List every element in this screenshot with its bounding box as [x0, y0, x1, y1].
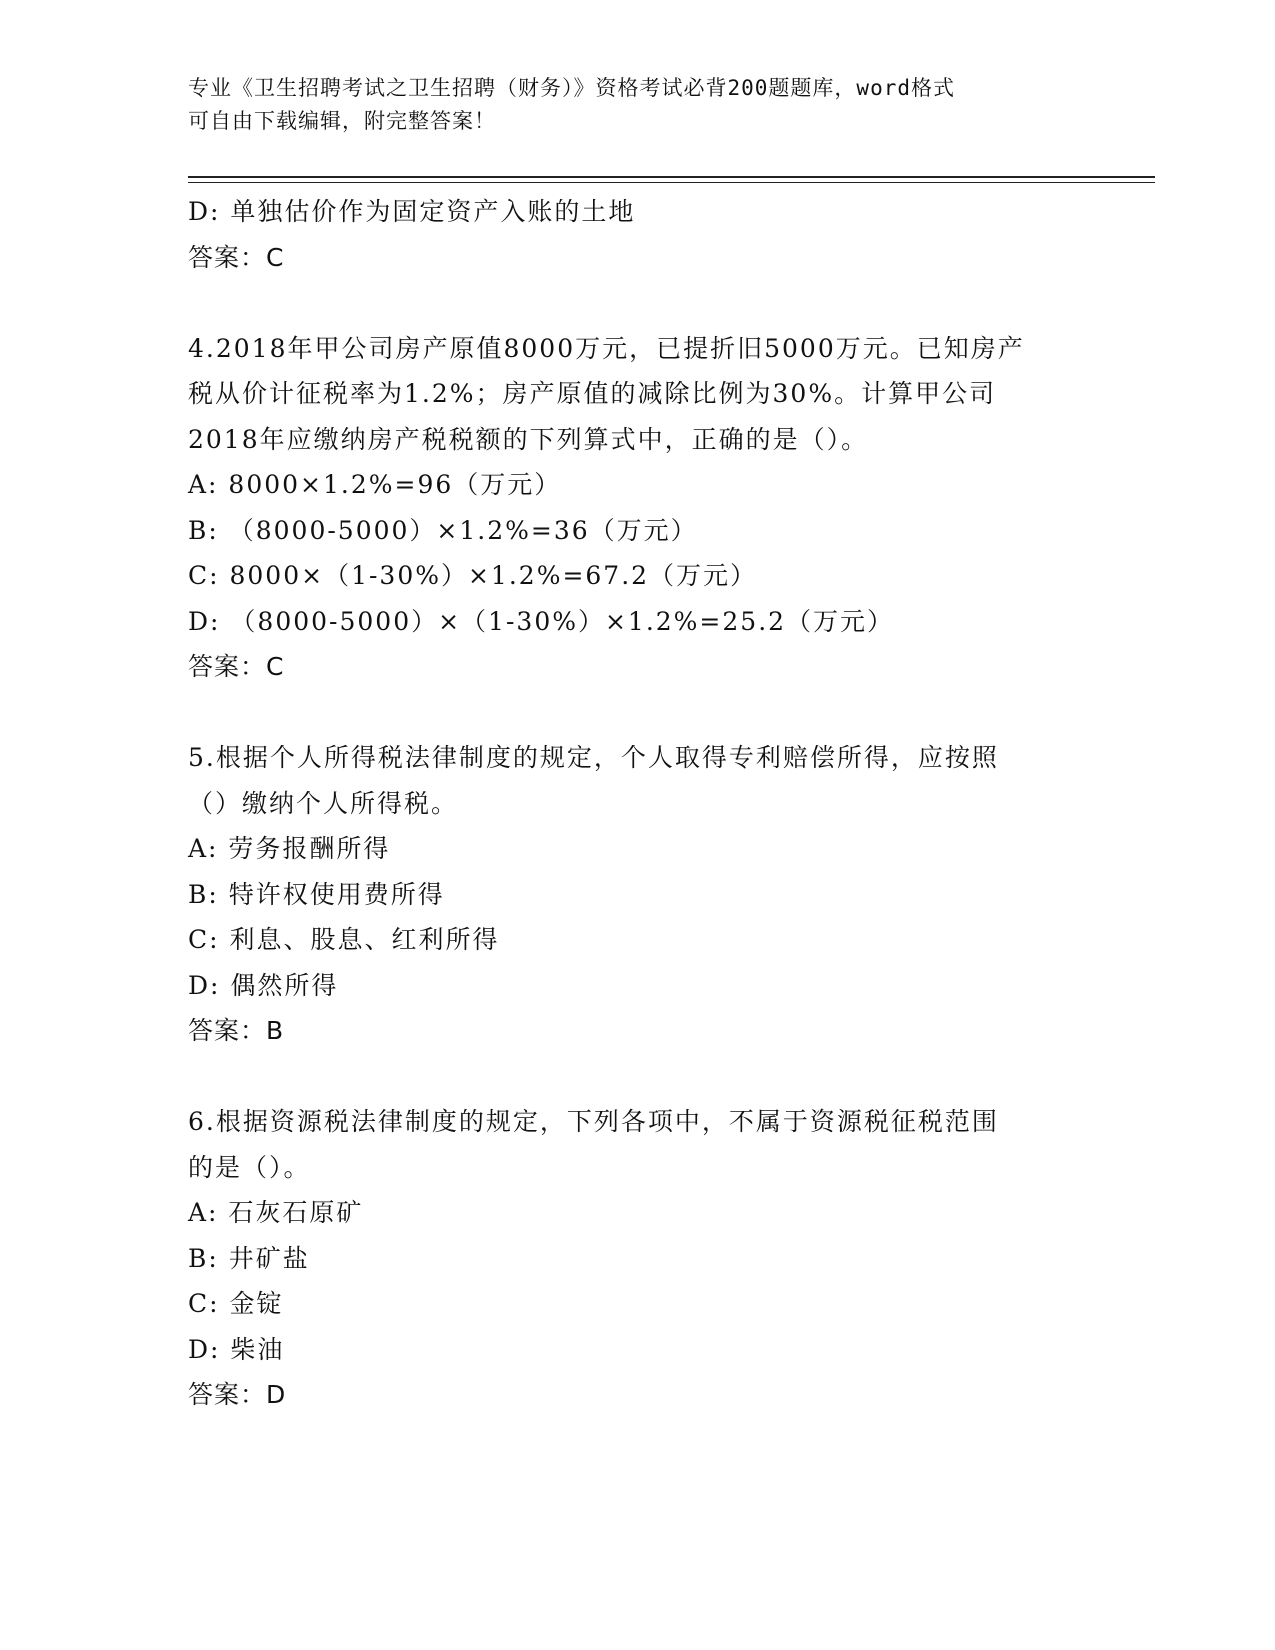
q4-option-d: D: （8000-5000）×（1-30%）×1.2%=25.2（万元） [188, 606, 895, 636]
q4-option-a: A: 8000×1.2%=96（万元） [188, 470, 562, 499]
q5-option-d: D: 偶然所得 [188, 970, 339, 1000]
question-4 [188, 326, 1088, 690]
q4-option-b: B: （8000-5000）×1.2%=36（万元） [188, 515, 698, 545]
q6-option-a: A: 石灰石原矿 [188, 1198, 364, 1227]
q5-stem-line-1: 5.根据个人所得税法律制度的规定，个人取得专利赔偿所得，应按照 [188, 743, 999, 772]
q4-stem-line-2: 税从价计征税率为1.2%；房产原值的减除比例为30%。计算甲公司 [188, 379, 997, 408]
document-body [188, 189, 1088, 1418]
document-header [188, 72, 1068, 138]
q4-answer: 答案：C [188, 652, 285, 681]
question-6 [188, 1099, 1088, 1418]
q5-option-a: A: 劳务报酬所得 [188, 834, 391, 863]
header-divider-thin [188, 182, 1155, 183]
question-3-tail [188, 189, 1088, 280]
header-divider-thick [188, 176, 1155, 178]
q6-option-c: C: 金锭 [188, 1289, 284, 1318]
q6-answer: 答案：D [188, 1380, 287, 1409]
q4-option-c: C: 8000×（1-30%）×1.2%=67.2（万元） [188, 561, 758, 590]
q5-option-b: B: 特许权使用费所得 [188, 879, 445, 909]
spacer [188, 690, 1088, 736]
header-line-1: 专业《卫生招聘考试之卫生招聘（财务）》资格考试必背200题题库，word格式 [188, 76, 955, 100]
header-line-2: 可自由下载编辑，附完整答案！ [188, 109, 496, 133]
q3-option-d: D: 单独估价作为固定资产入账的土地 [188, 197, 636, 226]
q4-stem-line-1: 4.2018年甲公司房产原值8000万元，已提折旧5000万元。已知房产 [188, 333, 1025, 363]
q4-stem-line-3: 2018年应缴纳房产税税额的下列算式中，正确的是（）。 [188, 424, 869, 454]
q6-stem-line-1: 6.根据资源税法律制度的规定，下列各项中，不属于资源税征税范围 [188, 1107, 999, 1136]
q6-stem-line-2: 的是（）。 [188, 1152, 311, 1182]
q6-option-d: D: 柴油 [188, 1334, 285, 1364]
spacer [188, 1054, 1088, 1100]
q3-answer: 答案：C [188, 242, 285, 272]
question-5 [188, 735, 1088, 1054]
q5-option-c: C: 利息、股息、红利所得 [188, 925, 500, 954]
q5-stem-line-2: （）缴纳个人所得税。 [188, 788, 459, 818]
q6-option-b: B: 井矿盐 [188, 1243, 310, 1273]
spacer [188, 280, 1088, 326]
q5-answer: 答案：B [188, 1016, 285, 1045]
